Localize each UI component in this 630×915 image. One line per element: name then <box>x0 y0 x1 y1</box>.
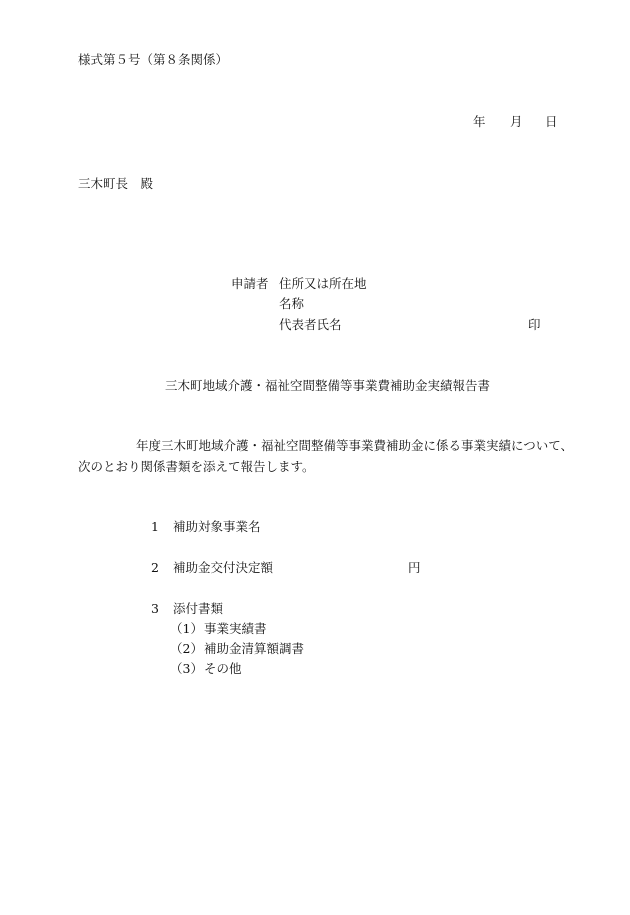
form-number: 様式第５号（第８条関係） <box>78 52 229 67</box>
item-label: 添付書類 <box>173 601 224 616</box>
attachment-number: （2） <box>170 641 203 656</box>
document-title: 三木町地域介護・福祉空間整備等事業費補助金実績報告書 <box>165 378 491 393</box>
item-subsidized-project <box>151 521 261 534</box>
item-attachments <box>151 603 223 616</box>
date-day-label: 日 <box>545 114 558 129</box>
attachment-number: （3） <box>170 661 203 676</box>
body-text-line-1: 年度三木町地域介護・福祉空間整備等事業費補助金に係る事業実績について、 <box>136 438 574 453</box>
name-label: 名称 <box>279 296 305 311</box>
body-text-line-2: 次のとおり関係書類を添えて報告します。 <box>78 459 315 474</box>
attachment-number: （1） <box>170 621 203 636</box>
date-month-label: 月 <box>510 114 523 129</box>
addressee: 三木町長 殿 <box>78 176 154 191</box>
yen-unit: 円 <box>408 560 421 575</box>
item-label: 補助金交付決定額 <box>173 560 274 575</box>
attachment-label: その他 <box>204 661 242 676</box>
seal-mark: 印 <box>528 317 541 332</box>
item-number: 1 <box>151 519 159 534</box>
attachment-label: 事業実績書 <box>204 621 267 636</box>
attachment-item <box>170 623 267 636</box>
representative-name-label: 代表者氏名 <box>279 317 342 332</box>
date-year-label: 年 <box>473 114 486 129</box>
attachment-item <box>170 643 304 656</box>
item-grant-amount <box>151 562 273 575</box>
item-number: 3 <box>151 601 159 616</box>
attachment-label: 補助金清算額調書 <box>204 641 305 656</box>
item-number: 2 <box>151 560 159 575</box>
attachment-item <box>170 663 242 676</box>
applicant-label: 申請者 <box>231 276 269 291</box>
item-label: 補助対象事業名 <box>173 519 261 534</box>
address-label: 住所又は所在地 <box>279 276 367 291</box>
